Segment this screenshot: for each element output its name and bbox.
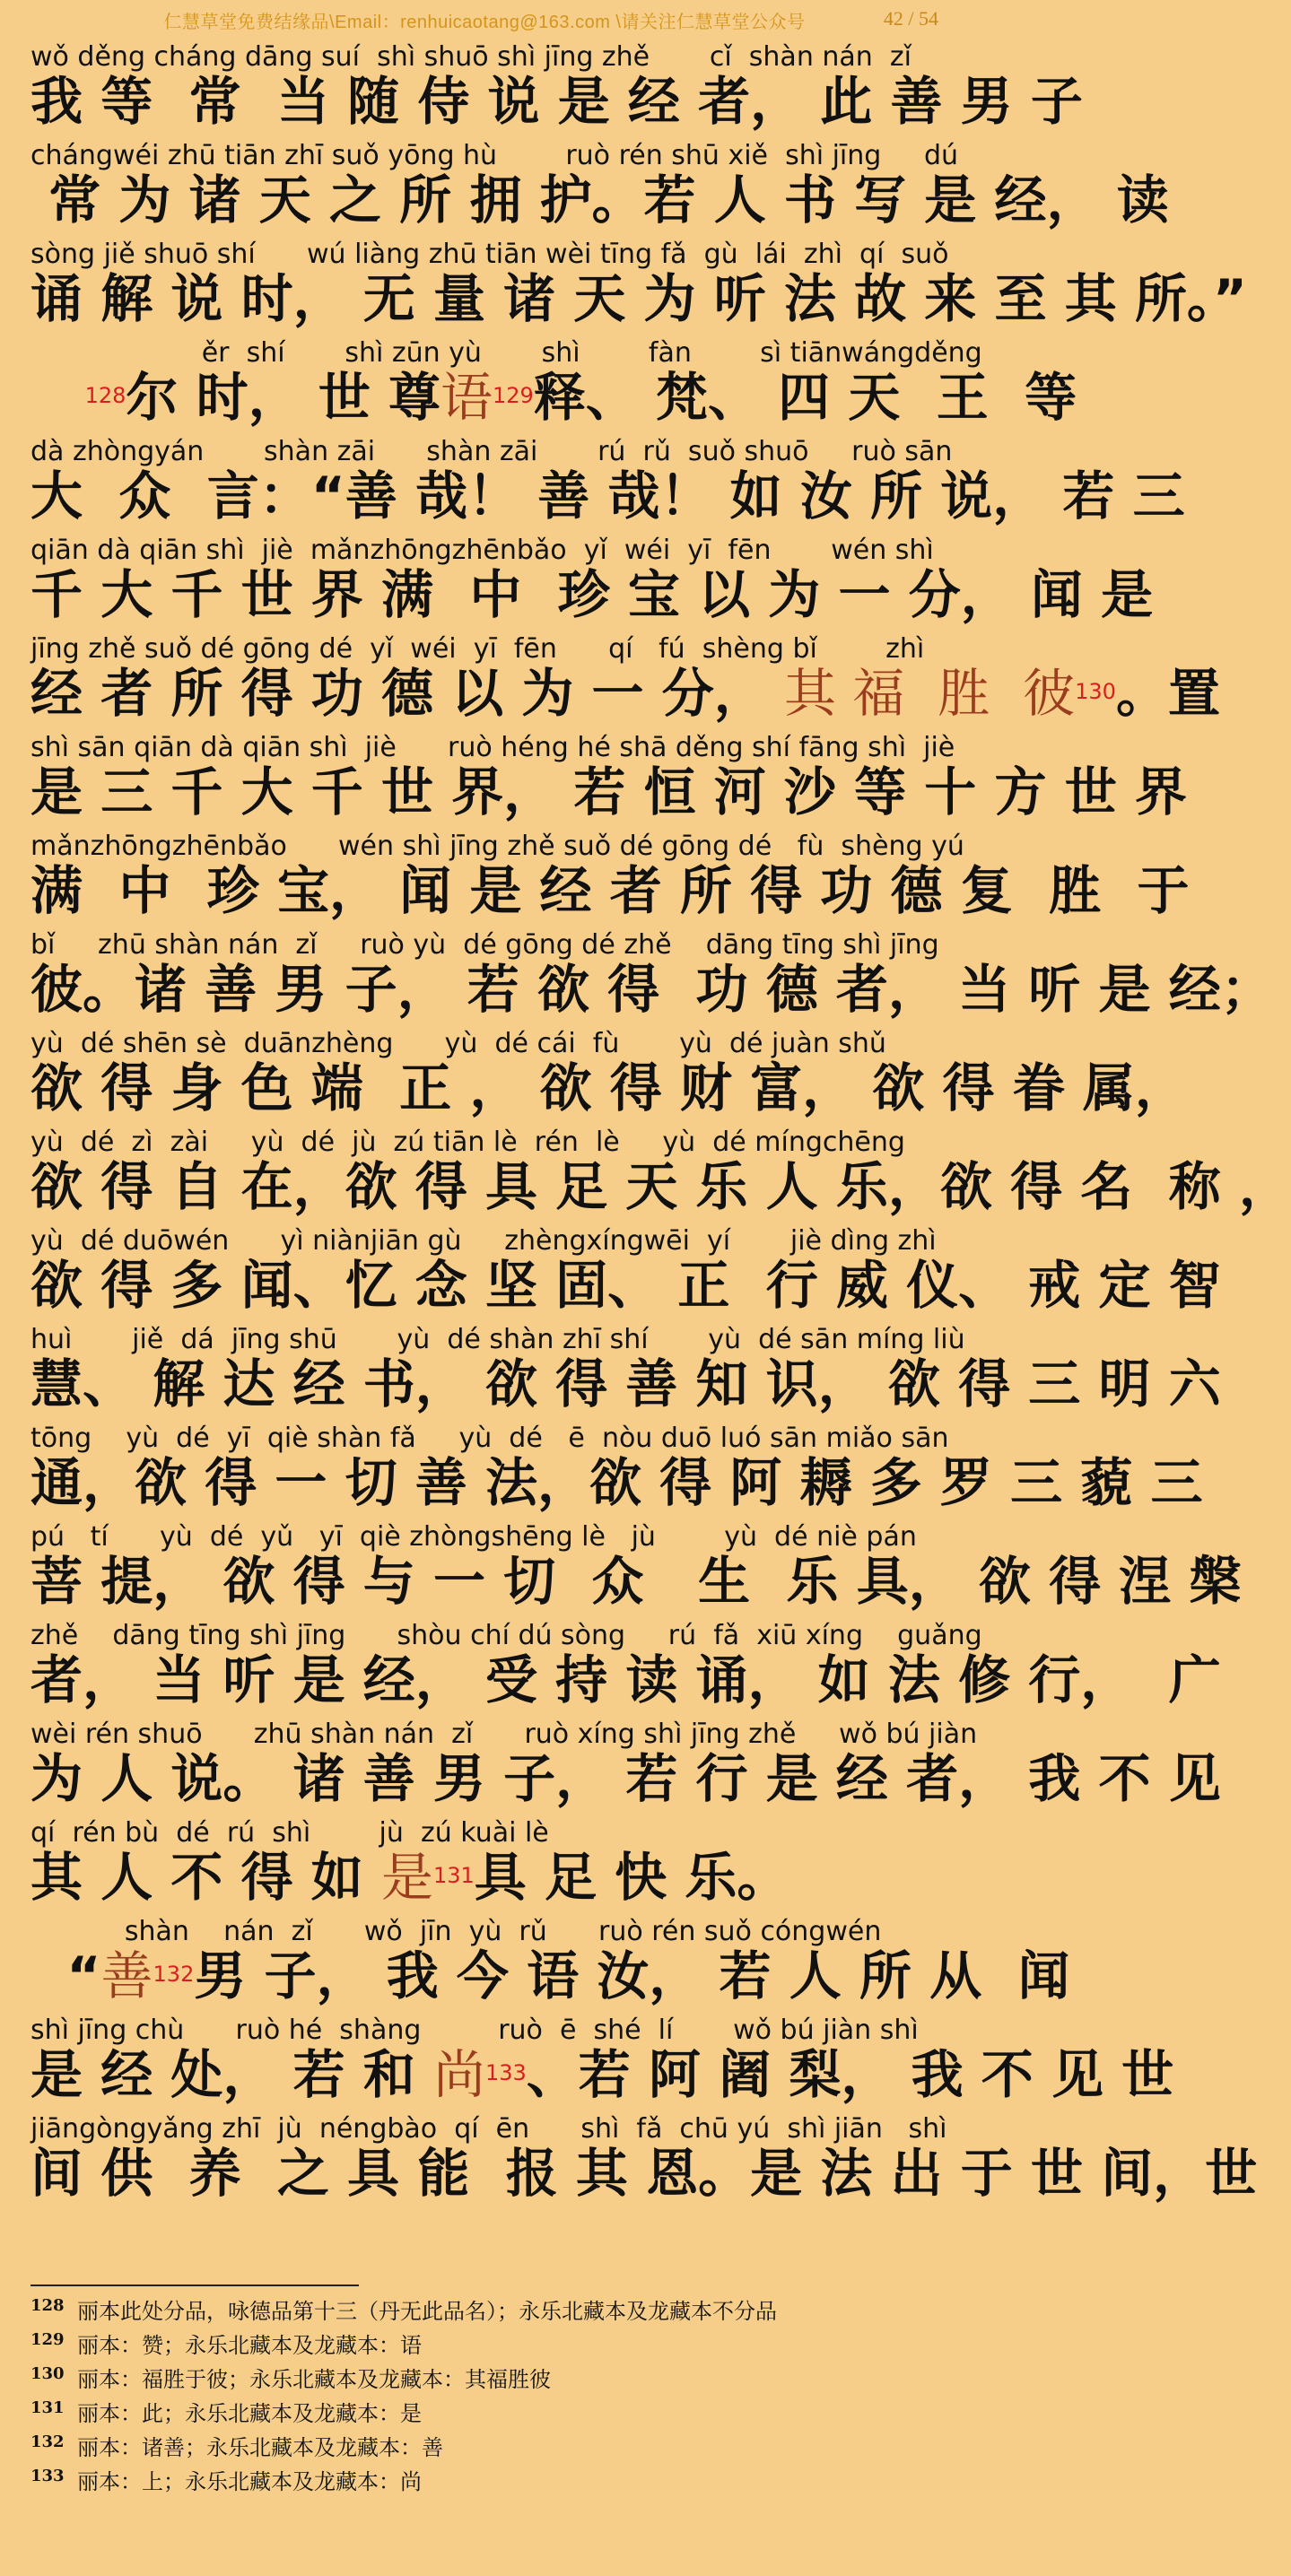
footnote-ref: 129 [492, 383, 534, 408]
text-line [31, 2015, 1174, 2113]
footnote [31, 2431, 946, 2465]
text-line [31, 1719, 1221, 1817]
hanzi-line [31, 958, 1273, 1021]
hanzi-line [31, 1550, 1241, 1613]
footnote-divider [31, 2284, 359, 2286]
pinyin-line: dà zhòngyán shàn zāi shàn zāi rú rǔ suǒ shuō ruò sān [31, 436, 953, 467]
footnote-number: 129 [31, 2330, 65, 2349]
variant-text: 其 福 胜 彼 [783, 663, 1076, 724]
text-line [31, 239, 1248, 337]
footnote-ref: 131 [432, 1863, 475, 1888]
text-line [31, 436, 1185, 535]
page-header [0, 4, 969, 36]
hanzi-text: 经 者 所 得 功 德 以 为 一 分， [31, 663, 784, 724]
hanzi-line [31, 366, 1077, 429]
hanzi-text: 我 等 常 当 随 侍 说 是 经 者， 此 善 男 子 [31, 71, 1083, 132]
text-line [31, 535, 1154, 633]
pinyin-line: mǎnzhōngzhēnbǎo wén shì jīng zhě suǒ dé gōng dé fù shèng yú [31, 831, 964, 862]
footnote-number: 133 [31, 2467, 65, 2485]
footnote-text: 丽本：上；永乐北藏本及龙藏本：尚 [77, 2469, 422, 2494]
hanzi-line [31, 1846, 789, 1909]
footnote-text: 丽本：诸善；永乐北藏本及龙藏本：善 [77, 2435, 443, 2460]
text-line [31, 1225, 1221, 1324]
text-line [31, 831, 1190, 929]
hanzi-text: 欲 得 自 在，欲 得 具 足 天 乐 人 乐，欲 得 名 称 ， [31, 1156, 1291, 1217]
sutra-text [31, 41, 1291, 2212]
hanzi-line [31, 662, 1220, 725]
pinyin-line: shì jīng chù ruò hé shàng ruò ē shé lí wǒ bú jiàn shì [31, 2015, 919, 2046]
pinyin-line: qí rén bù dé rú shì jù zú kuài lè [31, 1817, 549, 1849]
footnote-number: 130 [31, 2364, 65, 2383]
text-line [31, 732, 1187, 831]
variant-text: 尚 [432, 2044, 485, 2105]
footnote-number: 128 [31, 2296, 65, 2315]
pinyin-line: sòng jiě shuō shí wú liàng zhū tiān wèi tīng fǎ gù lái zhì qí suǒ [31, 239, 949, 270]
hanzi-line [31, 761, 1187, 823]
pinyin-line: wèi rén shuō zhū shàn nán zǐ ruò xíng shì jīng zhě wǒ bú jiàn [31, 1719, 978, 1750]
text-line [31, 1916, 1070, 2015]
hanzi-text [31, 367, 85, 428]
footnote [31, 2465, 946, 2499]
hanzi-text: 具 足 快 乐。 [474, 1847, 789, 1908]
pinyin-line: qiān dà qiān shì jiè mǎnzhōngzhēnbǎo yǐ wéi yī fēn wén shì [31, 535, 934, 566]
footnote-number: 132 [31, 2432, 65, 2451]
hanzi-line [31, 465, 1185, 527]
text-line [31, 1521, 1242, 1620]
header-title: 仁慧草堂免费结缘品\Email：renhuicaotang@163.com \请关注仁慧草堂公众号 [163, 13, 806, 32]
hanzi-text: 、若 阿 阇 梨， 我 不 见 世 [526, 2044, 1174, 2105]
pinyin-line: pú tí yù dé yǔ yī qiè zhòngshēng lè jù yù dé niè pán [31, 1521, 917, 1553]
text-line [31, 1324, 1221, 1423]
hanzi-line [31, 267, 1247, 330]
pinyin-line: ěr shí shì zūn yù shì fàn sì tiānwángděng [31, 337, 982, 369]
pinyin-line: zhě dāng tīng shì jīng shòu chí dú sòng rú fǎ xiū xíng guǎng [31, 1620, 982, 1651]
page-number: 42 / 54 [883, 7, 938, 30]
hanzi-line [31, 70, 1083, 133]
pinyin-line: shì sān qiān dà qiān shì jiè ruò héng hé shā děng shí fāng shì jiè [31, 732, 955, 763]
text-line [31, 1817, 946, 1916]
footnote-text: 丽本：此；永乐北藏本及龙藏本：是 [77, 2401, 422, 2426]
hanzi-text: 是 三 千 大 千 世 界， 若 恒 河 沙 等 十 方 世 界 [31, 761, 1187, 822]
pinyin-line: shàn nán zǐ wǒ jīn yù rǔ ruò rén suǒ cóngwén [31, 1916, 882, 1947]
hanzi-text: 。置 [1115, 663, 1220, 724]
hanzi-line [31, 2142, 1257, 2205]
hanzi-line [31, 1747, 1221, 1810]
text-line [31, 2113, 1258, 2212]
hanzi-line [31, 1254, 1221, 1317]
hanzi-text: 尔 时， 世 尊 [126, 367, 441, 428]
hanzi-line [31, 859, 1189, 922]
text-line [31, 1127, 1291, 1225]
pinyin-line: wǒ děng cháng dāng suí shì shuō shì jīng zhě cǐ shàn nán zǐ [31, 41, 912, 73]
hanzi-text: 是 经 处， 若 和 [31, 2044, 433, 2105]
hanzi-text: 间 供 养 之 具 能 报 其 恩。是 法 出 于 世 间，世 [31, 2143, 1258, 2204]
pinyin-line: chángwéi zhū tiān zhī suǒ yōng hù ruò rén shū xiě shì jīng dú [31, 140, 959, 171]
hanzi-line [31, 1353, 1221, 1415]
footnote-ref: 132 [153, 1962, 195, 1987]
hanzi-line [31, 169, 1169, 231]
footnote [31, 2397, 946, 2431]
footnote-text: 丽本：福胜于彼；永乐北藏本及龙藏本：其福胜彼 [77, 2367, 551, 2392]
variant-text: 是 [380, 1847, 433, 1908]
pinyin-line: tōng yù dé yī qiè shàn fǎ yù dé ē nòu duō luó sān miǎo sān [31, 1423, 949, 1454]
pinyin-line: yù dé duōwén yì niànjiān gù zhèngxíngwēi yí jiè dìng zhì [31, 1225, 937, 1257]
footnote-ref: 128 [84, 383, 126, 408]
hanzi-text: 为 人 说。 诸 善 男 子， 若 行 是 经 者， 我 不 见 [31, 1748, 1221, 1809]
hanzi-line [31, 1057, 1187, 1119]
footnote-text: 丽本：赞；永乐北藏本及龙藏本：语 [77, 2333, 422, 2358]
footnote-text: 丽本此处分品，咏德品第十三（丹无此品名）；永乐北藏本及龙藏本不分品 [77, 2299, 777, 2324]
pinyin-line: yù dé zì zài yù dé jù zú tiān lè rén lè yù dé míngchēng [31, 1127, 905, 1158]
pinyin-line: jīng zhě suǒ dé gōng dé yǐ wéi yī fēn qí fú shèng bǐ zhì [31, 633, 925, 665]
text-line [31, 1028, 1187, 1127]
pinyin-line: huì jiě dá jīng shū yù dé shàn zhī shí yù dé sān míng liù [31, 1324, 965, 1355]
hanzi-text: 彼。诸 善 男 子， 若 欲 得 功 德 者， 当 听 是 经； [31, 959, 1273, 1020]
hanzi-text: 欲 得 多 闻、忆 念 坚 固、 正 行 威 仪、 戒 定 智 [31, 1255, 1221, 1316]
hanzi-text: 其 人 不 得 如 [31, 1847, 381, 1908]
footnotes [31, 2294, 946, 2499]
hanzi-line [31, 1451, 1203, 1514]
variant-text: 语 [440, 367, 493, 428]
hanzi-text: 菩 提， 欲 得 与 一 切 众 生 乐 具， 欲 得 涅 槃 [31, 1551, 1242, 1612]
hanzi-text: 常 为 诸 天 之 所 拥 护。若 人 书 写 是 经， 读 [31, 170, 1169, 231]
text-line [31, 1423, 1203, 1521]
footnote-ref: 130 [1075, 679, 1116, 704]
hanzi-line [31, 1945, 1069, 2007]
hanzi-line [31, 1649, 1221, 1711]
pinyin-line: bǐ zhū shàn nán zǐ ruò yù dé gōng dé zhě dāng tīng shì jīng [31, 929, 939, 961]
hanzi-text: 者， 当 听 是 经， 受 持 读 诵， 如 法 修 行， 广 [31, 1649, 1221, 1710]
text-line [31, 929, 1273, 1028]
hanzi-text: 男 子， 我 今 语 汝， 若 人 所 从 闻 [194, 1945, 1070, 2006]
text-line [31, 337, 1077, 436]
footnote [31, 2363, 946, 2397]
hanzi-text: 千 大 千 世 界 满 中 珍 宝 以 为 一 分， 闻 是 [31, 564, 1154, 625]
hanzi-line [31, 1155, 1291, 1218]
hanzi-text: 满 中 珍 宝， 闻 是 经 者 所 得 功 德 复 胜 于 [31, 860, 1190, 921]
footnote-number: 131 [31, 2398, 65, 2417]
text-line [31, 140, 1169, 239]
pinyin-line: yù dé shēn sè duānzhèng yù dé cái fù yù dé juàn shǔ [31, 1028, 886, 1059]
variant-text: 善 [100, 1945, 153, 2006]
hanzi-text: “ [31, 1945, 101, 2006]
hanzi-text: 大 众 言：“善 哉！ 善 哉！ 如 汝 所 说， 若 三 [31, 466, 1185, 527]
hanzi-line [31, 2043, 1173, 2106]
hanzi-text: 释、 梵、 四 天 王 等 [533, 367, 1077, 428]
text-line [31, 1620, 1221, 1719]
footnote [31, 2328, 946, 2363]
footnote-ref: 133 [484, 2060, 527, 2085]
text-line [31, 41, 1083, 140]
footnote [31, 2294, 946, 2328]
pinyin-line: jiāngòngyǎng zhī jù néngbào qí ēn shì fǎ chū yú shì jiān shì [31, 2113, 947, 2145]
text-line [31, 633, 1220, 732]
hanzi-text: 慧、 解 达 经 书， 欲 得 善 知 识， 欲 得 三 明 六 [31, 1353, 1221, 1414]
hanzi-text: 通，欲 得 一 切 善 法，欲 得 阿 耨 多 罗 三 藐 三 [31, 1452, 1203, 1513]
hanzi-text: 诵 解 说 时， 无 量 诸 天 为 听 法 故 来 至 其 所。” [31, 268, 1248, 329]
hanzi-text: 欲 得 身 色 端 正 ， 欲 得 财 富， 欲 得 眷 属， [31, 1057, 1187, 1118]
hanzi-line [31, 563, 1153, 626]
